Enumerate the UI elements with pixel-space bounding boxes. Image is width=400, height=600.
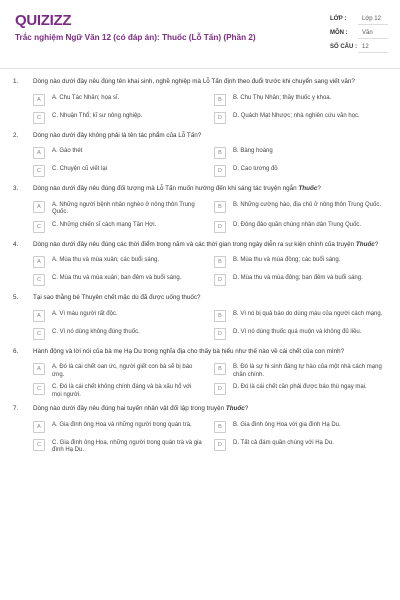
meta-value: 12	[358, 42, 388, 53]
question-title-emphasis: Thuốc	[298, 185, 318, 192]
question-text-body: Dòng nào dưới đây nêu đúng tên khai sinh, nghề nghiệp mà Lỗ Tấn định theo đuổi trước khi chuyển sang viết văn?	[33, 78, 355, 85]
header	[0, 0, 400, 62]
answer-option-a[interactable]	[33, 201, 214, 217]
answer-option-a[interactable]	[33, 256, 214, 270]
option-letter-box[interactable]: D	[214, 274, 226, 286]
options-grid	[33, 94, 400, 126]
answer-option-d[interactable]	[214, 221, 395, 235]
option-text: D. Đó là cái chết cần phải được báo thù ngay mai.	[233, 384, 367, 390]
answer-option-d[interactable]	[214, 383, 395, 399]
meta-row	[330, 40, 388, 54]
question-number: 4.	[13, 240, 19, 248]
option-letter-box[interactable]: A	[33, 310, 45, 322]
question	[13, 348, 400, 400]
meta-label: LỚP :	[330, 16, 347, 22]
option-text: A. Chu Tác Nhân; họa sĩ.	[52, 94, 120, 101]
question-title-emphasis: Thuốc	[355, 240, 375, 248]
option-text: C. Nhuận Thổ; kĩ sư nông nghiệp.	[52, 112, 143, 119]
option-letter-box[interactable]: B	[214, 201, 226, 213]
answer-option-c[interactable]	[33, 274, 214, 288]
quizizz-logo: QUIZIZZ	[15, 12, 72, 29]
answer-option-b[interactable]	[214, 147, 395, 161]
option-letter-box[interactable]: A	[33, 256, 45, 268]
answer-option-c[interactable]	[33, 221, 214, 235]
question-text-body: Dòng nào dưới đây nêu đúng các thời điểm trong năm và các thời gian trong ngày diễn ra sự kiện chính của truyện	[33, 240, 356, 248]
answer-option-b[interactable]	[214, 94, 395, 108]
option-text: D. Đông đảo quần chúng nhân dân Trung Quốc.	[233, 221, 362, 228]
page-title: Trắc nghiệm Ngữ Văn 12 (có đáp án): Thuốc (Lỗ Tấn) (Phần 2)	[15, 33, 256, 42]
option-text: A. Mùa thu và mùa xuân; các buổi sáng.	[52, 257, 160, 263]
question-title-emphasis: Thuốc	[225, 405, 245, 412]
answer-option-b[interactable]	[214, 421, 395, 435]
question-text-body: Dòng nào dưới đây không phải là tên tác phẩm của Lỗ Tấn?	[33, 131, 202, 139]
options-grid	[33, 363, 400, 399]
options-grid	[33, 421, 400, 455]
option-letter-box[interactable]: D	[214, 439, 226, 451]
option-text: D. Vì nó dùng thuốc quá muộn và không đủ liều.	[233, 328, 362, 335]
answer-option-a[interactable]	[33, 310, 214, 324]
answer-option-b[interactable]	[214, 256, 395, 270]
answer-option-a[interactable]	[33, 421, 214, 435]
option-letter-box[interactable]: B	[214, 363, 226, 375]
divider	[0, 68, 400, 69]
answer-option-b[interactable]	[214, 310, 395, 324]
question-mark: ?	[244, 405, 249, 412]
option-letter-box[interactable]: A	[33, 94, 45, 106]
option-text: B. Những cường hào, địa chủ ở nông thôn Trung Quốc.	[233, 201, 381, 208]
options-grid	[33, 147, 400, 179]
answer-option-c[interactable]	[33, 383, 214, 399]
option-letter-box[interactable]: C	[33, 328, 45, 340]
answer-option-d[interactable]	[214, 112, 395, 126]
question	[13, 405, 400, 455]
question-text-body: Hành động và lời nói của bà mẹ Hạ Du trong nghĩa địa cho thấy bà hiểu như thế nào về cái chết của con mình?	[33, 347, 345, 355]
option-text: D. Cao lương đỏ	[233, 166, 278, 172]
meta-value: Văn	[358, 28, 388, 39]
question-text	[33, 348, 388, 357]
option-letter-box[interactable]: A	[33, 421, 45, 433]
question-number: 3.	[13, 185, 19, 192]
question-mark: ?	[317, 185, 321, 192]
meta-value: Lớp 12	[358, 14, 388, 25]
option-letter-box[interactable]: D	[214, 383, 226, 395]
option-letter-box[interactable]: B	[214, 256, 226, 268]
answer-option-d[interactable]	[214, 165, 395, 179]
question	[13, 241, 400, 289]
option-text: D. Tất cả đám quần chúng với Hạ Du.	[233, 439, 334, 446]
question-text-body: Dòng nào dưới đây nêu đúng đối tượng mà Lỗ Tấn muốn hướng đến khi sáng tác truyện ngắn	[33, 185, 299, 192]
option-letter-box[interactable]: C	[33, 274, 45, 286]
option-letter-box[interactable]: C	[33, 383, 45, 395]
question-text	[33, 132, 388, 141]
option-text: A. Gia đình ông Hoa và những người trong quán trà.	[52, 421, 192, 428]
meta-label: SỐ CÂU :	[330, 44, 357, 50]
option-text: A. Gào thét	[52, 148, 83, 154]
option-letter-box[interactable]: B	[214, 147, 226, 159]
option-letter-box[interactable]: D	[214, 328, 226, 340]
answer-option-b[interactable]	[214, 201, 395, 217]
option-letter-box[interactable]: A	[33, 201, 45, 213]
answer-option-a[interactable]	[33, 94, 214, 108]
meta-box	[330, 12, 388, 54]
question	[13, 294, 400, 342]
option-text: C. Đó là cái chết không chính đáng và bà xấu hổ với mọi người.	[52, 384, 192, 398]
option-letter-box[interactable]: C	[33, 165, 45, 177]
question-text	[33, 405, 388, 414]
option-text: B. Đó là sự hi sinh đáng tự hào của một nhà cách mạng chân chính.	[233, 364, 382, 378]
question-number: 6.	[13, 347, 19, 355]
meta-label: MÔN :	[330, 30, 348, 36]
option-text: C. Chuyện cũ viết lại	[52, 166, 108, 172]
option-text: C. Vì nó dùng không đúng thuốc.	[52, 328, 140, 335]
option-text: C. Mùa thu và mùa xuân; ban đêm và buổi sáng.	[52, 275, 182, 281]
option-text: C. Những chiến sĩ cách mạng Tân Hợi.	[52, 221, 157, 228]
question-text-body: Tại sao thằng bé Thuyên chết mặc dù đã được uống thuốc?	[33, 294, 201, 301]
question-mark: ?	[374, 240, 379, 248]
option-letter-box[interactable]: B	[214, 310, 226, 322]
option-letter-box[interactable]: C	[33, 221, 45, 233]
answer-option-c[interactable]	[33, 439, 214, 455]
question-number: 5.	[13, 294, 19, 301]
question-head	[13, 294, 400, 303]
answer-option-a[interactable]	[33, 147, 214, 161]
options-grid	[33, 201, 400, 235]
option-text: A. Những người bệnh nhân nghèo ở nông thôn Trung Quốc.	[52, 201, 195, 215]
option-text: B. Chu Thụ Nhân; thầy thuốc y khoa.	[233, 94, 332, 101]
option-letter-box[interactable]: B	[214, 421, 226, 433]
answer-option-c[interactable]	[33, 328, 214, 342]
options-grid	[33, 256, 400, 288]
meta-row	[330, 12, 388, 26]
question	[13, 132, 400, 180]
option-text: B. Gia đình ông Hoa với gia đình Hạ Du.	[233, 421, 341, 428]
question-head	[13, 132, 400, 141]
option-text: C. Gia đình ông Hoa, những người trong quán trà và gia đình Hạ Du.	[52, 439, 202, 453]
option-text: A. Vì máu người rất độc.	[52, 310, 118, 317]
options-grid	[33, 310, 400, 342]
question-head	[13, 241, 400, 250]
question-head	[13, 185, 400, 194]
question-text	[33, 294, 388, 303]
option-letter-box[interactable]: A	[33, 147, 45, 159]
option-text: B. Mùa thu và mùa đông; các buổi sáng.	[233, 257, 341, 263]
answer-option-c[interactable]	[33, 165, 214, 179]
option-text: B. Vì nó bị quả báo do dùng máu của người cách mạng.	[233, 310, 383, 317]
question-head	[13, 348, 400, 357]
meta-row	[330, 26, 388, 40]
question-number: 7.	[13, 405, 19, 412]
answer-option-d[interactable]	[214, 328, 395, 342]
question-list	[0, 78, 400, 461]
option-letter-box[interactable]: D	[214, 112, 226, 124]
option-text: A. Đó là cái chết oan ức, người giết con bà sẽ bị báo ứng.	[52, 364, 193, 378]
option-text: D. Mùa thu và mùa đông; ban đêm và buổi sáng.	[233, 275, 363, 281]
answer-option-c[interactable]	[33, 112, 214, 126]
question-text	[33, 78, 388, 87]
option-text: D. Quách Mạt Nhược; nhà nghiên cứu văn học.	[233, 112, 360, 119]
option-letter-box[interactable]: D	[214, 165, 226, 177]
option-text: B. Bàng hoàng	[233, 148, 273, 154]
answer-option-d[interactable]	[214, 274, 395, 288]
question-text-body: Dòng nào dưới đây nêu đúng hai tuyến nhân vật đối lập trong truyện	[33, 405, 226, 412]
question-number: 2.	[13, 131, 19, 139]
question-text	[33, 241, 388, 250]
option-letter-box[interactable]: A	[33, 363, 45, 375]
question-head	[13, 78, 400, 87]
option-letter-box[interactable]: B	[214, 94, 226, 106]
question-head	[13, 405, 400, 414]
option-letter-box[interactable]: C	[33, 439, 45, 451]
question	[13, 78, 400, 126]
answer-option-a[interactable]	[33, 363, 214, 379]
answer-option-b[interactable]	[214, 363, 395, 379]
option-letter-box[interactable]: C	[33, 112, 45, 124]
question	[13, 185, 400, 235]
answer-option-d[interactable]	[214, 439, 395, 455]
question-number: 1.	[13, 78, 19, 85]
question-text	[33, 185, 388, 194]
option-letter-box[interactable]: D	[214, 221, 226, 233]
